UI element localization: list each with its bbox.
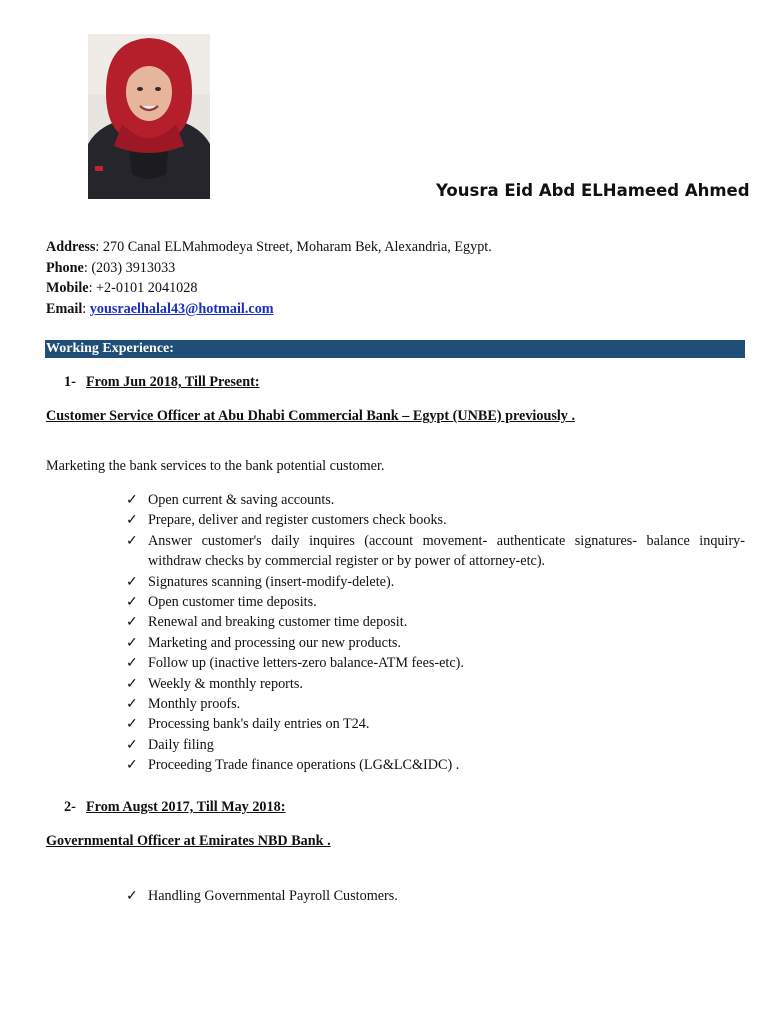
- checkmark-icon: ✓: [126, 696, 138, 713]
- job-position-1: Customer Service Officer at Abu Dhabi Commercial Bank – Egypt (UNBE) previously .: [46, 408, 575, 424]
- checkmark-icon: ✓: [126, 532, 138, 549]
- email-row: [46, 299, 492, 320]
- phone-row: [46, 258, 492, 279]
- job-position-2: Governmental Officer at Emirates NBD Bank .: [46, 833, 331, 849]
- section-header-working-experience: Working Experience:: [45, 340, 745, 358]
- list-item: [126, 490, 745, 510]
- duty-text: Processing bank's daily entries on T24.: [148, 716, 370, 733]
- list-item: [126, 572, 745, 592]
- checkmark-icon: ✓: [126, 888, 138, 904]
- list-item: [126, 735, 745, 755]
- duty-text: Follow up (inactive letters-zero balance-ATM fees-etc).: [148, 655, 464, 672]
- checkmark-icon: ✓: [126, 736, 138, 753]
- list-item: [126, 694, 745, 714]
- contact-block: [46, 237, 492, 319]
- duty-text: Signatures scanning (insert-modify-delete).: [148, 573, 395, 590]
- checkmark-icon: ✓: [126, 675, 138, 692]
- list-item: [126, 531, 745, 572]
- address-label: Address: [46, 239, 96, 255]
- duty-text: Proceeding Trade finance operations (LG&LC&IDC) .: [148, 757, 460, 774]
- job-intro-1: Marketing the bank services to the bank potential customer.: [46, 458, 385, 474]
- duty-text: Renewal and breaking customer time deposit.: [148, 614, 408, 631]
- phone-label: Phone: [46, 259, 84, 276]
- address-row: [46, 237, 492, 258]
- checkmark-icon: ✓: [126, 573, 138, 590]
- duty-text: Open current & saving accounts.: [148, 492, 335, 508]
- checkmark-icon: ✓: [126, 655, 138, 672]
- list-item: [126, 592, 745, 612]
- job-period-text-1: From Jun 2018, Till Present:: [86, 374, 260, 390]
- email-separator: :: [82, 300, 90, 317]
- list-item: [126, 886, 745, 906]
- duty-text: Daily filing: [148, 736, 214, 753]
- candidate-name: Yousra Eid Abd ELHameed Ahmed: [436, 181, 750, 200]
- email-label: Email: [46, 300, 83, 317]
- mobile-row: [46, 278, 492, 299]
- checkmark-icon: ✓: [126, 757, 138, 774]
- duty-text: Answer customer's daily inquires (account movement- authenticate signatures- balance inquiry- withdraw checks by commercial register or by power of attorney-etc).: [148, 532, 745, 570]
- checkmark-icon: ✓: [126, 634, 138, 651]
- duty-text: Prepare, deliver and register customers check books.: [148, 512, 447, 529]
- duty-text: Monthly proofs.: [148, 696, 241, 713]
- duty-text: Open customer time deposits.: [148, 594, 317, 611]
- list-item: [126, 510, 745, 530]
- list-item: [126, 633, 745, 653]
- list-item: [126, 714, 745, 734]
- job-period-1: [64, 374, 260, 391]
- duty-text: Weekly & monthly reports.: [148, 675, 303, 692]
- list-item: [126, 755, 745, 775]
- job-period-text-2: From Augst 2017, Till May 2018:: [86, 799, 286, 815]
- list-item: [126, 653, 745, 673]
- profile-photo: [88, 34, 210, 199]
- mobile-value: : +2-0101 2041028: [88, 280, 198, 297]
- duty-text: Handling Governmental Payroll Customers.: [148, 888, 398, 904]
- job-duties-list-1: [126, 490, 745, 776]
- checkmark-icon: ✓: [126, 492, 138, 508]
- list-item: [126, 674, 745, 694]
- checkmark-icon: ✓: [126, 716, 138, 733]
- profile-photo-illustration: [88, 34, 210, 199]
- checkmark-icon: ✓: [126, 512, 138, 529]
- phone-value: : (203) 3913033: [83, 259, 176, 276]
- duty-text: Marketing and processing our new products.: [148, 634, 401, 651]
- address-value: : 270 Canal ELMahmodeya Street, Moharam Bek, Alexandria, Egypt.: [95, 239, 492, 255]
- job-number-1: 1-: [64, 374, 76, 390]
- job-number-2: 2-: [64, 799, 76, 815]
- email-link[interactable]: yousraelhalal43@hotmail.com: [89, 300, 274, 317]
- checkmark-icon: ✓: [126, 614, 138, 631]
- checkmark-icon: ✓: [126, 594, 138, 611]
- job-period-2: [64, 799, 285, 816]
- mobile-label: Mobile: [46, 280, 89, 297]
- list-item: [126, 612, 745, 632]
- job-duties-list-2: [126, 886, 745, 906]
